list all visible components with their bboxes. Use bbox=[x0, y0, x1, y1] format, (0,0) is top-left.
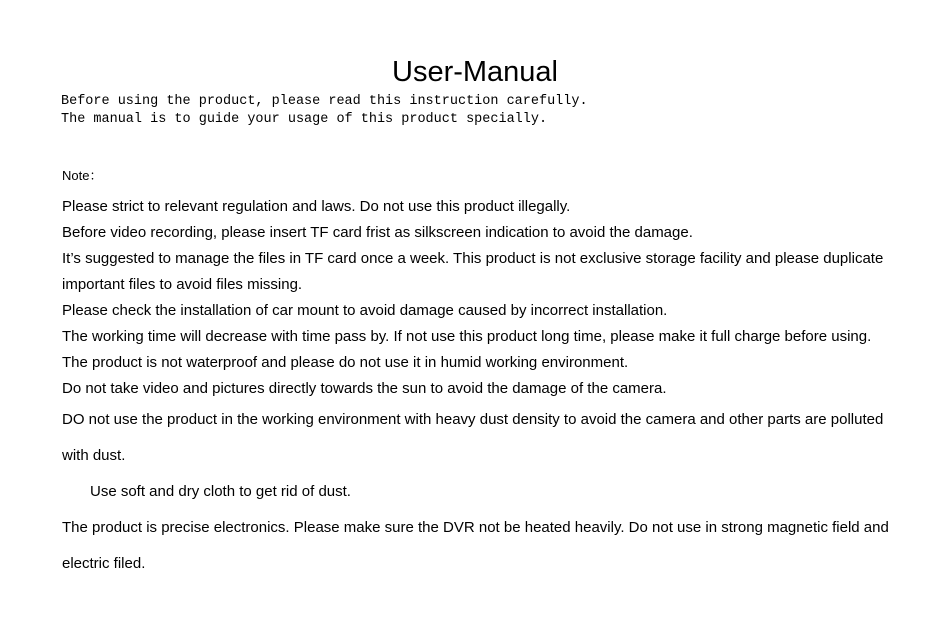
intro-line-1: Before using the product, please read this instruction carefully. bbox=[61, 94, 588, 109]
note-item: Do not take video and pictures directly towards the sun to avoid the damage of the camera. bbox=[62, 380, 667, 397]
note-item: The product is precise electronics. Please make sure the DVR not be heated heavily. Do not use in strong magnetic field and electric filed. bbox=[62, 519, 889, 572]
note-item: The working time will decrease with time pass by. If not use this product long time, please make it full charge before using. bbox=[62, 328, 872, 345]
note-item: Before video recording, please insert TF card frist as silkscreen indication to avoid the damage. bbox=[62, 224, 693, 241]
note-item: It’s suggested to manage the files in TF card once a week. This product is not exclusive storage facility and please duplicate important files to avoid files missing. bbox=[62, 250, 884, 293]
note-item: The product is not waterproof and please do not use it in humid working environment. bbox=[62, 354, 629, 371]
notes-section bbox=[62, 166, 892, 582]
note-item: Please check the installation of car mount to avoid damage caused by incorrect installation. bbox=[62, 302, 668, 319]
page-title: User-Manual bbox=[392, 56, 558, 88]
note-item: Use soft and dry cloth to get rid of dust. bbox=[90, 483, 351, 500]
note-item: Please strict to relevant regulation and laws. Do not use this product illegally. bbox=[62, 198, 571, 215]
intro-paragraph bbox=[61, 93, 588, 129]
note-item: DO not use the product in the working environment with heavy dust density to avoid the camera and other parts are polluted with dust. bbox=[62, 411, 884, 464]
intro-line-2: The manual is to guide your usage of this product specially. bbox=[61, 112, 548, 127]
note-label: Note： bbox=[62, 168, 103, 183]
